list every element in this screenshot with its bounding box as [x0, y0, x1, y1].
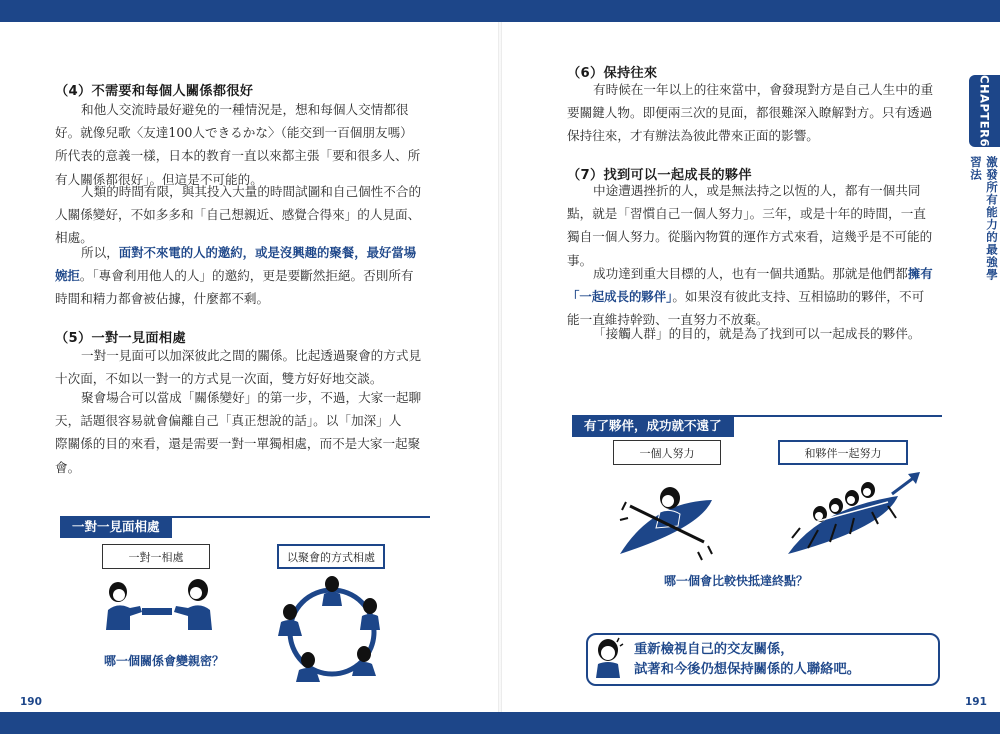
one-on-one-label: 一對一相處	[102, 544, 210, 569]
alone-effort-label: 一個人努力	[613, 440, 721, 465]
rower-2	[829, 498, 843, 514]
section-7-paragraph-1: 中途遭遇挫折的人，或是無法持之以恆的人，都有一個共同 點，就是「習慣自己一個人努力」。三年，或是十年的時間，一直 獨自一個人努力。從腦內物質的運作方式來看，這幾乎是不可能的 事。	[567, 183, 933, 268]
highlight-have-word: 擁有	[907, 266, 933, 281]
section-7-paragraph-3: 「接觸人群」的目的，就是為了找到可以一起成長的夥伴。	[593, 326, 921, 341]
group-meeting-label: 以聚會的方式相處	[277, 544, 385, 569]
solo-canoe-illustration	[612, 484, 722, 562]
section-5-heading: （5）一對一見面相處	[55, 331, 186, 346]
section-5-paragraph-1: 一對一見面可以加深彼此之間的關係。比起透過聚會的方式見 十次面，不如以一對一的方式見一次面，雙方好好地交談。	[55, 348, 422, 387]
one-on-one-illustration	[100, 578, 220, 634]
person-left-icon	[106, 582, 142, 630]
team-effort-label: 和夥伴一起努力	[778, 440, 908, 465]
team-canoe-illustration	[780, 468, 930, 562]
section-6-paragraph-1: 有時候在一年以上的往來當中，會發現對方是自己人生中的重 要關鍵人物。即便兩三次的見面，都很難深入瞭解對方。只有透過 保持往來，才有辦法為彼此帶來正面的影響。	[567, 82, 934, 144]
highlight-decline-invitation: 面對不來電的人的邀約，或是沒興趣的聚餐，最好當場	[118, 245, 417, 260]
section-5-paragraph-2: 聚會場合可以當成「關係變好」的第一步，不過，大家一起聊 天，話題很容易就會偏離自己「真正想說的話」。以「加深」人 際關係的目的來看，還是需要一對一單獨相處，而不是大家一起聚 會。	[55, 390, 422, 475]
callout-message: 重新檢視自己的交友關係， 試著和今後仍想保持關係的人聯絡吧。	[634, 642, 861, 677]
section-4-paragraph-1: 和他人交流時最好避免的一種情況是，想和每個人交情都很 好。就像兒歌〈友達100人できるかな〉（能交到一百個朋友嗎） 所代表的意義一樣，日本的教育一直以來都主張「要和很多人、所 有人關係都很好」。但這是不可能的。	[55, 102, 421, 187]
section-4-heading: （4）不需要和每個人關係都很好	[55, 84, 254, 99]
chapter-label: CHAPTER6	[977, 75, 992, 147]
person-right-icon	[174, 579, 212, 630]
highlight-decline-word: 婉拒	[55, 268, 80, 284]
thinking-person-icon	[593, 638, 623, 678]
left-figure-question: 哪一個關係會變親密？	[104, 654, 225, 668]
section-7-paragraph-2: 成功達到重大目標的人，也有一個共通點。那就是他們都擁有 「一起成長的夥伴」。如果沒有彼此支持、互相協助的夥伴，不可 能一直維持幹勁、一直努力不放棄。	[567, 266, 933, 328]
right-figure-title: 有了夥伴，成功就不遠了	[572, 415, 734, 437]
chapter-subtitle: 激發所有能力的最強學習法	[969, 156, 999, 281]
right-figure-question: 哪一個會比較快抵達終點？	[664, 574, 809, 588]
page-number-left: 190	[20, 696, 42, 708]
section-6-heading: （6）保持往來	[567, 66, 658, 81]
section-4-paragraph-2: 人類的時間有限，與其投入大量的時間試圖和自己個性不合的 人關係變好，不如多多和「自己想親近、感覺合得來」的人見面、 相處。	[55, 184, 422, 246]
section-4-paragraph-3: 所以，面對不來電的人的邀約，或是沒興趣的聚餐，最好當場 婉拒。「專會利用他人的人」的邀約，更是要斷然拒絕。否則所有 時間和精力都會被佔據，什麼都不剩。	[55, 245, 417, 307]
highlight-growth-partner: 「一起成長的夥伴」	[567, 289, 673, 305]
bottom-color-band	[0, 712, 1000, 734]
connection-bar	[142, 608, 172, 615]
page-number-right: 191	[965, 696, 987, 708]
left-figure-title: 一對一見面相處	[60, 516, 172, 538]
rower-3	[845, 490, 859, 506]
rower-4	[861, 482, 875, 498]
section-7-heading: （7）找到可以一起成長的夥伴	[567, 168, 752, 183]
group-circle-illustration	[272, 574, 392, 686]
book-gutter	[498, 22, 502, 712]
top-color-band	[0, 0, 1000, 22]
